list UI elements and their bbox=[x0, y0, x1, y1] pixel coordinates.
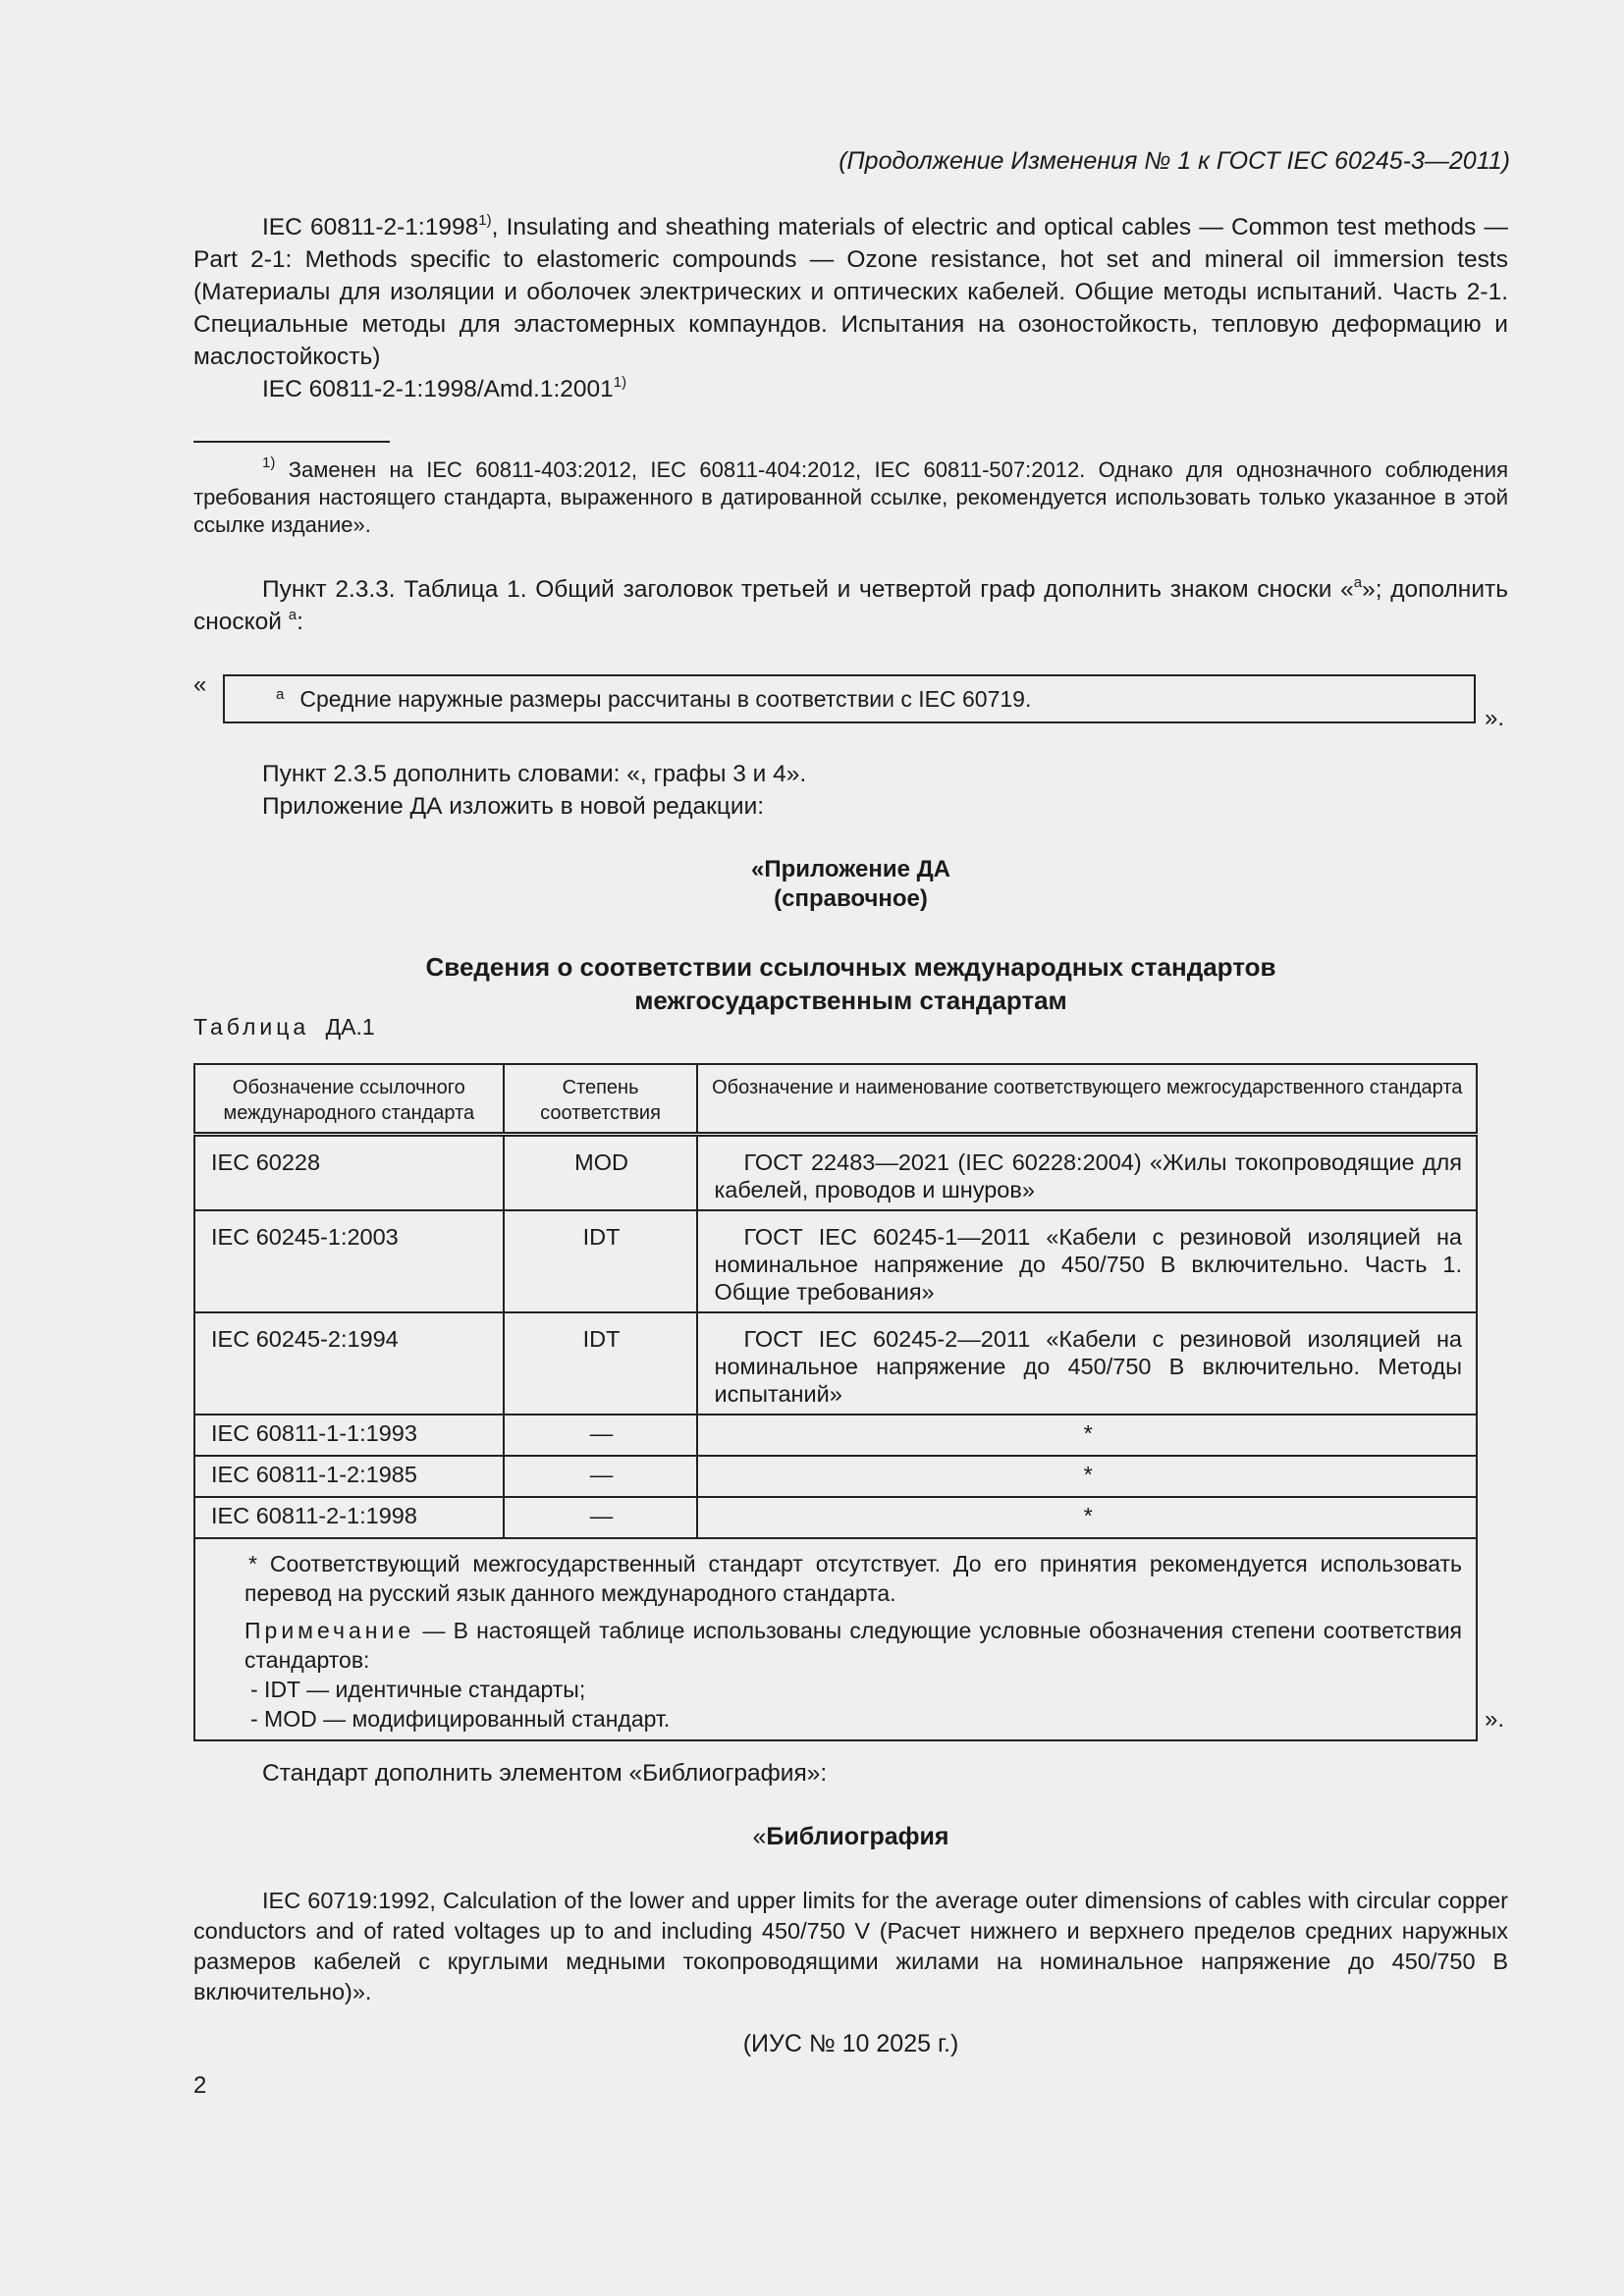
table-row bbox=[194, 1312, 1477, 1415]
column-header: Обозначение и наименование соответствующего межгосударственного стандарта bbox=[697, 1064, 1477, 1135]
reference-code: IEC 60811-2-1:1998 bbox=[262, 214, 479, 240]
table-cell: * bbox=[697, 1415, 1477, 1456]
table-cell: IEC 60245-2:1994 bbox=[194, 1312, 504, 1415]
table-row bbox=[194, 1210, 1477, 1312]
column-header: Степень соответствия bbox=[504, 1064, 698, 1135]
table-cell: IEC 60811-2-1:1998 bbox=[194, 1497, 504, 1538]
note-mod: - MOD — модифицированный стандарт. bbox=[250, 1706, 671, 1732]
note-idt: - IDT — идентичные стандарты; bbox=[250, 1677, 586, 1702]
ius-reference: (ИУС № 10 2025 г.) bbox=[742, 2030, 959, 2057]
table-cell: ГОСТ IEC 60245-2—2011 «Кабели с резиновой изоляцией на номинальное напряжение до 450/750 В включительно. Методы испытаний» bbox=[697, 1312, 1477, 1415]
appendix-heading: Сведения о соответствии ссылочных международных стандартов межгосударственным стандартам bbox=[425, 952, 1276, 1015]
footnote-ref: 1) bbox=[613, 374, 627, 391]
reference-title: , Insulating and sheathing materials of electric and optical cables — Common test methods — Part 2-1: Methods specific to elastomeric compounds — Ozone resistance, hot set and mineral oil immersion tests (Материалы для изоляции и оболочек электрических и оптических кабелей. Общие методы испытаний. Часть 2-1. Специальные методы для эластомерных компаундов. Испытания на озоностойкость, тепловую деформацию и маслостойкость) bbox=[193, 214, 1508, 370]
footnote-rule bbox=[193, 441, 390, 443]
footnote-ref: 1) bbox=[478, 212, 492, 229]
note-block bbox=[244, 1616, 1462, 1675]
table-row bbox=[194, 1415, 1477, 1456]
item-2-3-5: Пункт 2.3.5 дополнить словами: «, графы 3 и 4». bbox=[262, 761, 807, 787]
table-row bbox=[194, 1497, 1477, 1538]
appendix-intro: Приложение ДА изложить в новой редакции: bbox=[262, 793, 765, 820]
column-header: Обозначение ссылочного международного стандарта bbox=[194, 1064, 504, 1135]
note-star: * Соответствующий межгосударственный стандарт отсутствует. До его принятия рекомендуется использовать перевод на русский язык данного международного стандарта. bbox=[244, 1551, 1462, 1606]
table-close-quote: ». bbox=[1485, 1706, 1505, 1733]
table-row bbox=[194, 1135, 1477, 1211]
biblio-entry: IEC 60719:1992, Calculation of the lower and upper limits for the average outer dimensions of cables with circular copper conductors and of rated voltages up to and including 450/750 V (Расчет нижнего и верхнего пределов средних наружных размеров кабелей с круглыми медными токопроводящими жилами на номинальное напряжение до 450/750 В включительно)». bbox=[193, 1888, 1508, 2004]
appendix-title: «Приложение ДА bbox=[750, 856, 951, 882]
table-header-row bbox=[194, 1064, 1477, 1135]
table-cell: MOD bbox=[504, 1135, 698, 1211]
table-label: Таблица ДА.1 bbox=[193, 1014, 375, 1040]
item-2-3-3: Пункт 2.3.3. Таблица 1. Общий заголовок третьей и четвертой граф дополнить знаком сноски «$^а$»; дополнить сноской $^а$: bbox=[193, 574, 1508, 635]
table-cell: IEC 60811-1-2:1985 bbox=[194, 1456, 504, 1497]
open-quote: « bbox=[193, 671, 207, 698]
table-cell: IEC 60811-1-1:1993 bbox=[194, 1415, 504, 1456]
reference-amendment: IEC 60811-2-1:1998/Amd.1:2001 bbox=[262, 376, 614, 402]
footnote-box: $^а$ Средние наружные размеры рассчитаны в соответствии с IEC 60719. bbox=[223, 674, 1476, 723]
table-note bbox=[194, 1538, 1477, 1740]
reference-entry bbox=[193, 211, 1508, 405]
biblio-title: «Библиография bbox=[752, 1823, 949, 1850]
table-cell: — bbox=[504, 1456, 698, 1497]
table-cell: ГОСТ 22483—2021 (IEC 60228:2004) «Жилы токопроводящие для кабелей, проводов и шнуров» bbox=[697, 1135, 1477, 1211]
footnote: $^{1)}$ Заменен на IEC 60811-403:2012, IEC 60811-404:2012, IEC 60811-507:2012. Однако для однозначного соблюдения требования настоящего стандарта, выраженного в датированной ссылке, рекомендуется использовать только указанное в этой ссылке издание». bbox=[193, 454, 1508, 537]
close-quote: ». bbox=[1485, 705, 1505, 731]
table-cell: IDT bbox=[504, 1210, 698, 1312]
appendix-subtitle: (справочное) bbox=[774, 885, 928, 912]
table-row bbox=[194, 1456, 1477, 1497]
table-cell: — bbox=[504, 1415, 698, 1456]
page-number: 2 bbox=[193, 2072, 207, 2099]
table-cell: ГОСТ IEC 60245-1—2011 «Кабели с резиновой изоляцией на номинальное напряжение до 450/750 В включительно. Часть 1. Общие требования» bbox=[697, 1210, 1477, 1312]
table-cell: — bbox=[504, 1497, 698, 1538]
table-cell: IDT bbox=[504, 1312, 698, 1415]
table-note-row bbox=[194, 1538, 1477, 1740]
note-text: — В настоящей таблице использованы следующие условные обозначения степени соответствия стандартов: bbox=[244, 1618, 1462, 1673]
table-cell: * bbox=[697, 1497, 1477, 1538]
table-cell: IEC 60245-1:2003 bbox=[194, 1210, 504, 1312]
correspondence-table bbox=[193, 1063, 1478, 1741]
biblio-intro: Стандарт дополнить элементом «Библиография»: bbox=[262, 1760, 828, 1787]
note-label: Примечание bbox=[244, 1618, 415, 1643]
running-header: (Продолжение Изменения № 1 к ГОСТ IEC 60245-3—2011) bbox=[839, 147, 1510, 175]
table-cell: * bbox=[697, 1456, 1477, 1497]
table-cell: IEC 60228 bbox=[194, 1135, 504, 1211]
